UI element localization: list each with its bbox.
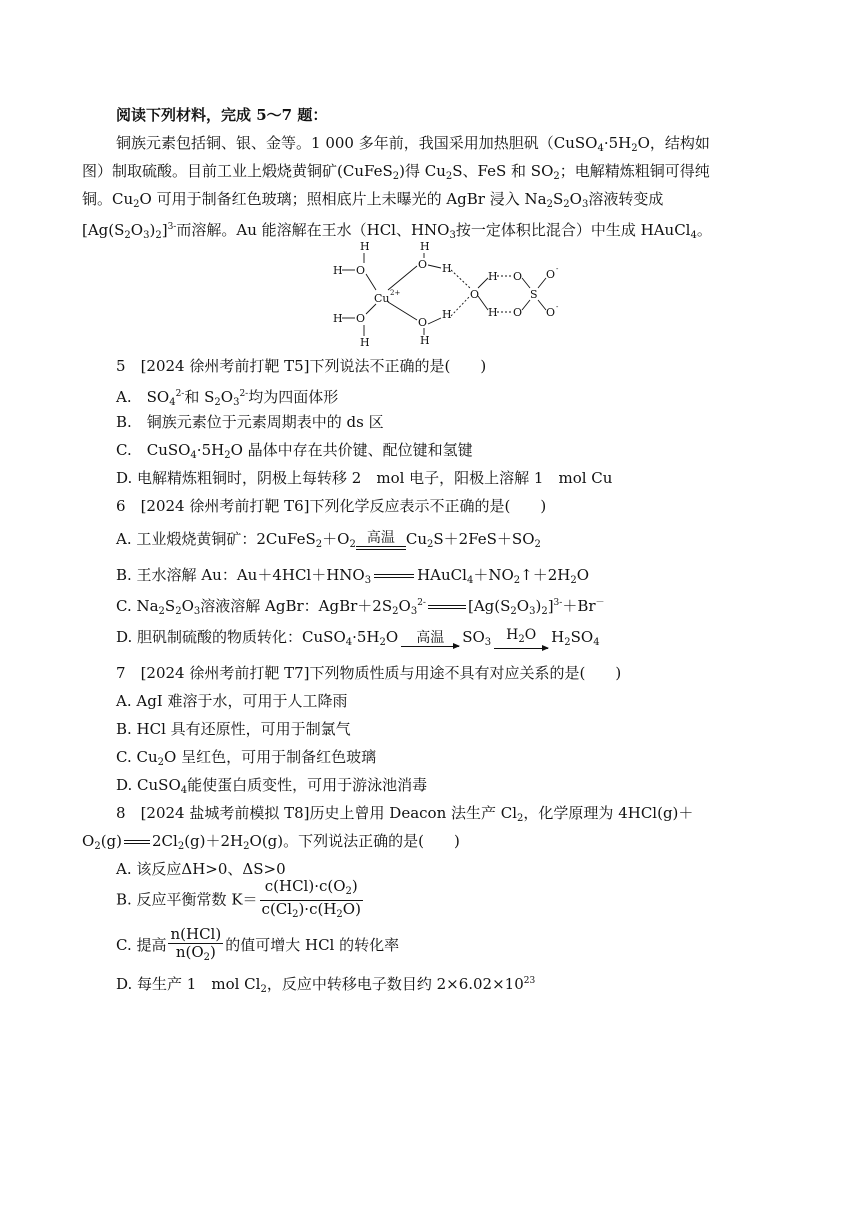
atom-o: O xyxy=(546,268,556,281)
question-8-option-b[interactable]: B. 反应平衡常数 K＝ $\frac{c(HCl)\cdot c(O_2)}{c(Cl_2)\cdot c(H_2O)}$ xyxy=(116,878,365,923)
question-5-option-a[interactable]: A. $SO_4^{2-}$和 $S_2O_3^{2-}$均为四面体形 xyxy=(116,388,339,408)
question-5-option-b[interactable]: B. 铜族元素位于元素周期表中的 ds 区 xyxy=(116,413,384,431)
charge-minus: - xyxy=(556,265,559,273)
intro-heading: 阅读下列材料，完成 5～7 题： xyxy=(116,106,328,124)
equals-sign xyxy=(374,574,414,578)
atom-cu-charge: 2+ xyxy=(390,289,401,297)
atom-o: O xyxy=(356,312,366,325)
ratio-fraction: $\frac{\text{n(HCl)}}{n(O_2)}$ xyxy=(170,925,222,963)
question-8-option-d[interactable]: D. 每生产 1 mol $Cl_2$，反应中转移电子数目约 $2\times 6.02\times 10^{23}$ xyxy=(116,975,536,995)
question-7-option-c[interactable]: C. $Cu_2O$ 呈红色，可用于制备红色玻璃 xyxy=(116,748,377,768)
arrow-right-icon: 高温 xyxy=(401,630,459,647)
question-6-option-b[interactable]: B. 王水溶解 Au：$Au+4HCl+HNO_3$ $HAuCl_4+NO_2↑+2H_2O$ xyxy=(116,566,590,586)
atom-h: H xyxy=(360,336,370,349)
atom-h: H xyxy=(488,306,498,319)
arrow-right-icon: $H_2O$ xyxy=(494,627,548,649)
atom-cu: Cu xyxy=(374,292,390,305)
atom-o: O xyxy=(418,316,428,329)
question-5-option-c[interactable]: C. $CuSO_4\cdot 5H_2O$ 晶体中存在共价键、配位键和氢键 xyxy=(116,441,473,461)
intro-line-1: 铜族元素包括铜、银、金等。1 000 多年前，我国采用加热胆矾（$CuSO_4\cdot 5H_2O$，结构如 xyxy=(116,134,710,154)
question-8-option-a[interactable]: A. 该反应ΔH>0、ΔS>0 xyxy=(116,860,286,878)
question-6-stem: 6 [2024 徐州考前打靶 T6]下列化学反应表示不正确的是( ) xyxy=(116,497,547,515)
atom-o: O xyxy=(513,270,523,283)
equilibrium-sign: 高温 xyxy=(356,530,406,550)
atom-h: H xyxy=(420,334,430,347)
charge-minus: - xyxy=(556,303,559,311)
question-8-option-c[interactable]: C. 提高 $\frac{\text{n(HCl)}}{n(O_2)}$ 的值可增大 HCl 的转化率 xyxy=(116,926,399,966)
question-8-stem-line-2: $O_2(g)$ $2Cl_2(g)+2H_2O(g)$。下列说法正确的是( ) xyxy=(82,832,460,852)
atom-h: H xyxy=(488,270,498,283)
question-7-option-b[interactable]: B. HCl 具有还原性，可用于制氯气 xyxy=(116,720,351,738)
atom-o: O xyxy=(513,306,523,319)
atom-s: S xyxy=(530,288,538,301)
equilibrium-sign xyxy=(124,840,150,844)
intro-line-4: $[Ag(S_2O_3)_2]^{3-}$而溶解。Au 能溶解在王水（HCl、$HNO_3$按一定体积比混合）中生成 HAuCl$_4$。 xyxy=(82,221,712,241)
atom-o: O xyxy=(356,264,366,277)
cuso4-5h2o-structure-diagram xyxy=(328,238,568,350)
atom-h: H xyxy=(442,308,452,321)
equilibrium-constant-fraction: $\frac{c(HCl)\cdot c(O_2)}{c(Cl_2)\cdot c(H_2O)}$ xyxy=(261,877,361,920)
intro-line-2: 图）制取硫酸。目前工业上煅烧黄铜矿(CuFeS$_2$)得 $Cu_2S$、FeS 和 $SO_2$；电解精炼粗铜可得纯 xyxy=(82,162,710,182)
atom-o: O xyxy=(470,288,480,301)
atom-h: H xyxy=(333,264,343,277)
question-6-option-c[interactable]: C. $Na_2S_2O_3$溶液溶解 AgBr：$AgBr+2S_2O_3^{2-}$ $[Ag(S_2O_3)_2]^{3-}+Br^-$ xyxy=(116,597,605,617)
atom-o: O xyxy=(418,258,428,271)
question-7-stem: 7 [2024 徐州考前打靶 T7]下列物质性质与用途不具有对应关系的是( ) xyxy=(116,664,622,682)
question-5-option-d[interactable]: D. 电解精炼粗铜时，阴极上每转移 2 mol 电子，阳极上溶解 1 mol Cu xyxy=(116,469,613,487)
question-6-option-d[interactable]: D. 胆矾制硫酸的物质转化：$CuSO_4\cdot 5H_2O$ 高温 $SO_3$ $H_2O$ $H_2SO_4$ xyxy=(116,627,600,648)
atom-h: H xyxy=(442,262,452,275)
question-7-option-d[interactable]: D. CuSO$_4$能使蛋白质变性，可用于游泳池消毒 xyxy=(116,776,428,796)
question-8-stem-line-1: 8 [2024 盐城考前模拟 T8]历史上曾用 Deacon 法生产 $Cl_2$，化学原理为 4HCl(g)＋ xyxy=(116,804,694,824)
atom-h: H xyxy=(360,240,370,253)
question-7-option-a[interactable]: A. AgI 难溶于水，可用于人工降雨 xyxy=(116,692,348,710)
atom-h: H xyxy=(420,240,430,253)
question-5-stem: 5 [2024 徐州考前打靶 T5]下列说法不正确的是( ) xyxy=(116,357,487,375)
equals-sign xyxy=(428,605,466,609)
atom-o: O xyxy=(546,306,556,319)
question-6-option-a[interactable]: A. 工业煅烧黄铜矿：$2CuFeS_2+O_2$ 高温 $Cu_2S+2FeS+SO_2$ xyxy=(116,530,541,550)
atom-h: H xyxy=(333,312,343,325)
intro-line-3: 铜。$Cu_2O$ 可用于制备红色玻璃；照相底片上未曝光的 AgBr 浸入 $Na_2S_2O_3$溶液转变成 xyxy=(82,190,664,210)
